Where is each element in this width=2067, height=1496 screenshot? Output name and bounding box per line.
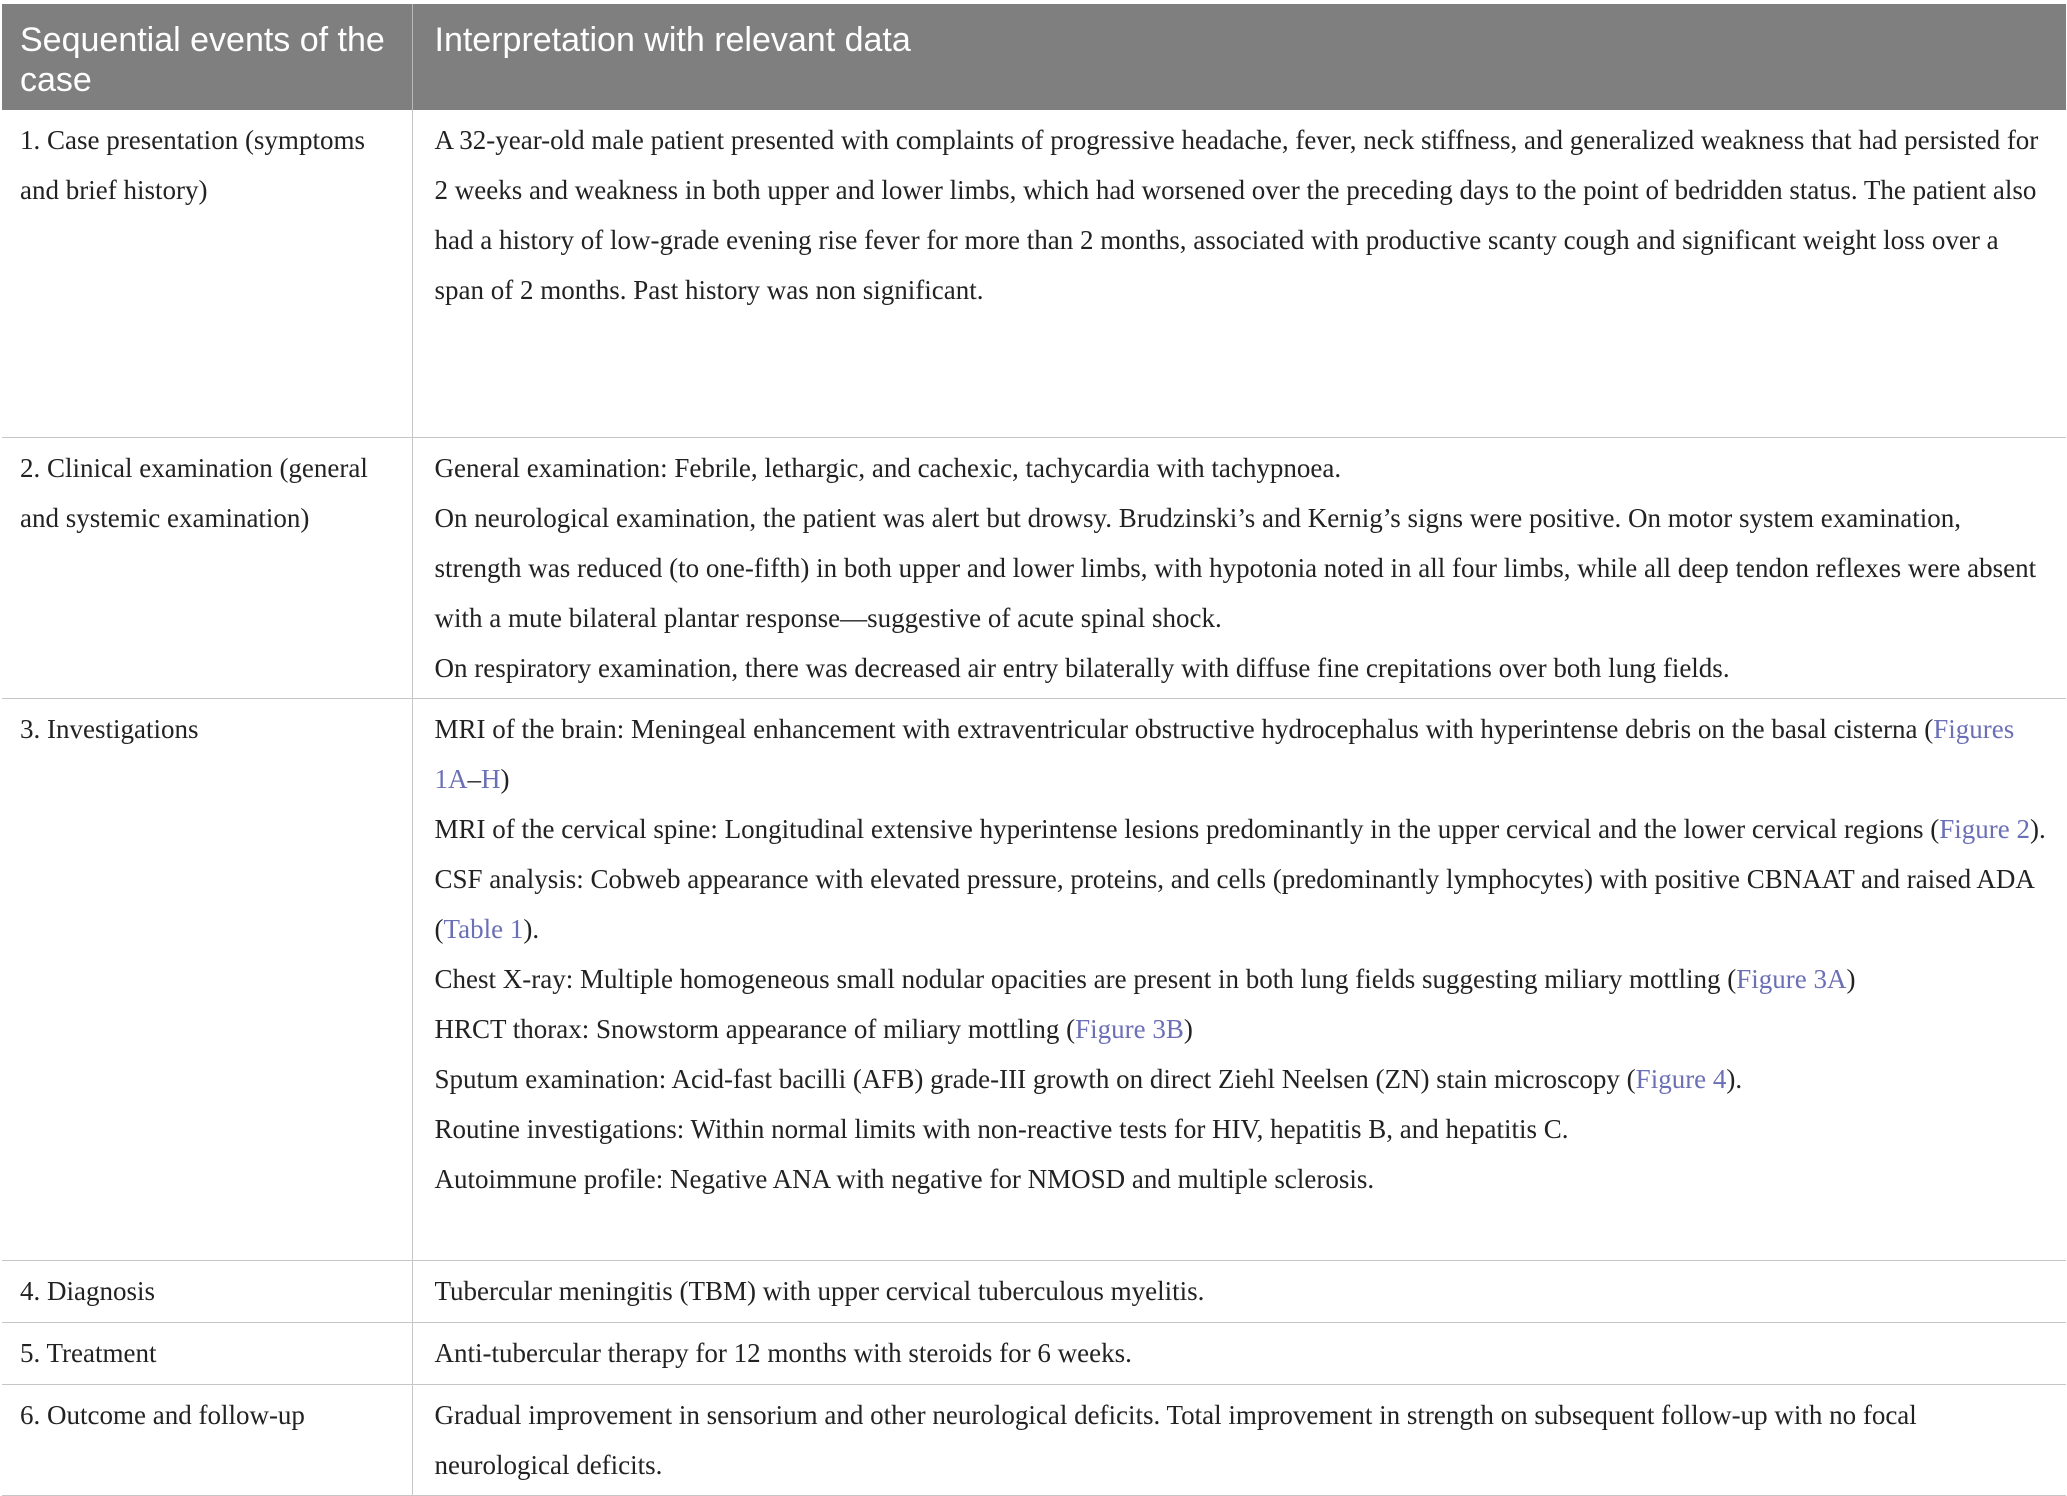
interpretation-text: ). xyxy=(1726,1063,1743,1094)
event-cell: 5. Treatment xyxy=(2,1322,412,1384)
table-row xyxy=(2,437,2066,698)
interpretation-line xyxy=(435,1390,2053,1490)
interpretation-line xyxy=(435,1104,2053,1154)
table-header xyxy=(2,4,2066,110)
interpretation-text: Gradual improvement in sensorium and other neurological deficits. Total improvement in strength on subsequent follow-up with no focal neurological deficits. xyxy=(434,1399,1917,1480)
header-sequential-events: Sequential events of the case xyxy=(2,4,412,110)
interpretation-text: MRI of the cervical spine: Longitudinal extensive hyperintense lesions predominantly in the upper cervical and the lower cervical regions ( xyxy=(434,813,1940,844)
interpretation-text: ) xyxy=(1846,963,1856,994)
header-interpretation: Interpretation with relevant data xyxy=(412,4,2066,110)
interpretation-text: Anti-tubercular therapy for 12 months with steroids for 6 weeks. xyxy=(434,1337,1132,1368)
table-body xyxy=(2,110,2066,1495)
interpretation-line xyxy=(435,1054,2053,1104)
interpretation-cell xyxy=(412,437,2066,698)
interpretation-text: On neurological examination, the patient was alert but drowsy. Brudzinski’s and Kernig’s signs were positive. On motor system examination, strength was reduced (to one-fifth) in both upper and lower limbs, with hypotonia noted in all four limbs, while all deep tendon reflexes were absent with a mute bilateral plantar response—suggestive of acute spinal shock. xyxy=(434,502,2037,633)
table-row xyxy=(2,110,2066,437)
interpretation-line xyxy=(435,1266,2053,1316)
interpretation-line xyxy=(435,115,2053,315)
interpretation-text: ). xyxy=(523,913,540,944)
interpretation-text: ). xyxy=(2030,813,2046,844)
interpretation-line xyxy=(435,954,2053,1004)
interpretation-line xyxy=(435,443,2053,493)
interpretation-text: ) xyxy=(500,763,510,794)
interpretation-cell xyxy=(412,1322,2066,1384)
event-cell: 6. Outcome and follow-up xyxy=(2,1384,412,1495)
event-cell: 1. Case presentation (symptoms and brief history) xyxy=(2,110,412,437)
interpretation-line xyxy=(435,1328,2053,1378)
interpretation-text: CSF analysis: Cobweb appearance with elevated pressure, proteins, and cells (predominantly lymphocytes) with positive CBNAAT and raised ADA ( xyxy=(434,863,2034,944)
figure-reference-link[interactable]: H xyxy=(481,763,501,794)
table-row xyxy=(2,698,2066,1260)
interpretation-line xyxy=(435,704,2053,804)
interpretation-text: MRI of the brain: Meningeal enhancement with extraventricular obstructive hydrocephalus with hyperintense debris on the basal cisterna ( xyxy=(434,713,1934,744)
interpretation-text: ) xyxy=(1183,1013,1193,1044)
table-row xyxy=(2,1322,2066,1384)
interpretation-cell xyxy=(412,1260,2066,1322)
interpretation-line xyxy=(435,643,2053,693)
header-row xyxy=(2,4,2066,110)
interpretation-cell xyxy=(412,110,2066,437)
interpretation-text: – xyxy=(467,763,481,794)
table-row xyxy=(2,1260,2066,1322)
interpretation-line xyxy=(435,493,2053,643)
interpretation-text: Tubercular meningitis (TBM) with upper cervical tuberculous myelitis. xyxy=(434,1275,1205,1306)
interpretation-line xyxy=(435,854,2053,954)
figure-reference-link[interactable]: Figure 2 xyxy=(1939,813,2031,844)
event-cell: 2. Clinical examination (general and systemic examination) xyxy=(2,437,412,698)
interpretation-line xyxy=(435,804,2053,854)
figure-reference-link[interactable]: Figures 1A xyxy=(434,713,2015,794)
interpretation-text: Routine investigations: Within normal limits with non-reactive tests for HIV, hepatitis B, and hepatitis C. xyxy=(434,1113,1569,1144)
figure-reference-link[interactable]: Figure 4 xyxy=(1635,1063,1727,1094)
interpretation-cell xyxy=(412,698,2066,1260)
case-summary-table xyxy=(2,4,2066,1496)
interpretation-text: A 32-year-old male patient presented with complaints of progressive headache, fever, neck stiffness, and generalized weakness that had persisted for 2 weeks and weakness in both upper and lower limbs, which had worsened over the preceding days to the point of bedridden status. The patient also had a history of low-grade evening rise fever for more than 2 months, associated with productive scanty cough and significant weight loss over a span of 2 months. Past history was non significant. xyxy=(434,125,2039,305)
interpretation-text: Chest X-ray: Multiple homogeneous small nodular opacities are present in both lung fields suggesting miliary mottling ( xyxy=(434,963,1737,994)
interpretation-text: On respiratory examination, there was decreased air entry bilaterally with diffuse fine crepitations over both lung fields. xyxy=(434,652,1730,683)
interpretation-text: HRCT thorax: Snowstorm appearance of miliary mottling ( xyxy=(434,1013,1076,1044)
figure-reference-link[interactable]: Table 1 xyxy=(443,913,524,944)
figure-reference-link[interactable]: Figure 3B xyxy=(1075,1013,1184,1044)
event-cell: 4. Diagnosis xyxy=(2,1260,412,1322)
interpretation-text: Autoimmune profile: Negative ANA with negative for NMOSD and multiple sclerosis. xyxy=(434,1163,1375,1194)
event-cell: 3. Investigations xyxy=(2,698,412,1260)
interpretation-text: General examination: Febrile, lethargic, and cachexic, tachycardia with tachypnoea. xyxy=(434,452,1342,483)
interpretation-line xyxy=(435,1154,2053,1204)
interpretation-line xyxy=(435,1004,2053,1054)
figure-reference-link[interactable]: Figure 3A xyxy=(1736,963,1847,994)
interpretation-text: Sputum examination: Acid-fast bacilli (AFB) grade-III growth on direct Ziehl Neelsen (ZN) stain microscopy ( xyxy=(434,1063,1636,1094)
